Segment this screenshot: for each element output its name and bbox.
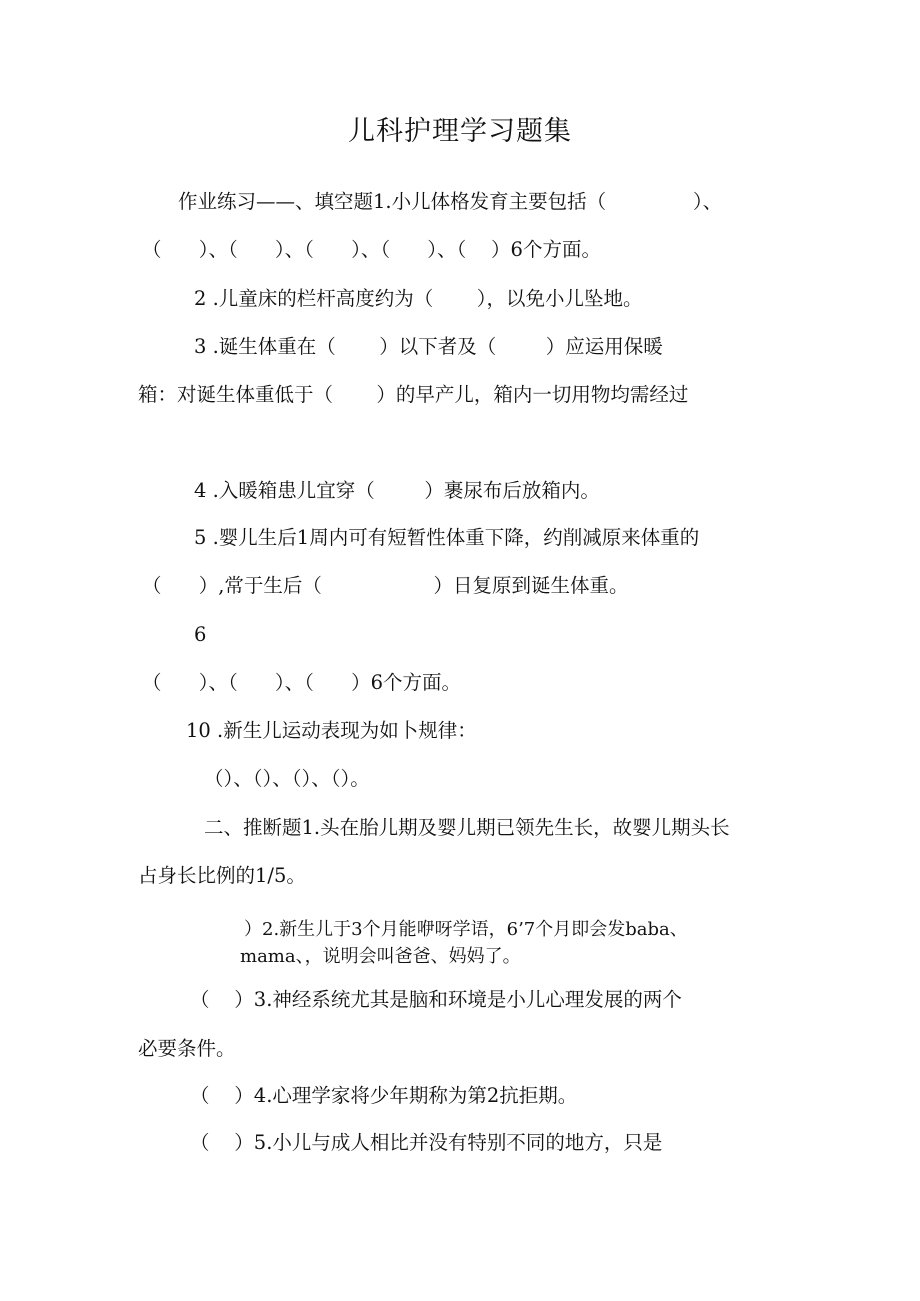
text-line: 2 .儿童床的栏杆高度约为（ ），以免小儿坠地。 — [194, 287, 643, 310]
text-line: 作业练习——、填空题1.小儿体格发育主要包括（ ）、 — [178, 190, 723, 213]
text-line: （ ）、（ ）、（ ）、（ ）、（ ）6个方面。 — [142, 238, 601, 261]
text-line: mama、，说明会叫爸爸、妈妈了。 — [240, 946, 521, 967]
text-line: （ ）4.心理学家将少年期称为第2抗拒期。 — [190, 1084, 578, 1107]
text-line: （ ）3.神经系统尤其是脑和环境是小儿心理发展的两个 — [190, 988, 682, 1011]
text-line: ）2.新生儿于3个月能咿呀学语，6’7个月即会发baba、 — [244, 919, 688, 940]
text-line: （）、（）、（）、（）。 — [204, 767, 370, 790]
text-line: （ ）5.小儿与成人相比并没有特别不同的地方，只是 — [190, 1131, 663, 1154]
text-line: （ ）,常于生后（ ）日复原到诞生体重。 — [142, 574, 629, 597]
text-line: 4 .入暖箱患儿宜穿（ ）裹尿布后放箱内。 — [194, 479, 600, 502]
text-line: 占身长比例的1/5。 — [138, 864, 306, 887]
text-line: 5 .婴儿生后1周内可有短暂性体重下降，约削减原来体重的 — [194, 526, 700, 549]
text-line: 6 — [194, 623, 207, 646]
text-line: 3 .诞生体重在（ ）以下者及（ ）应运用保暖 — [194, 335, 663, 358]
text-line: 箱：对诞生体重低于（ ）的早产儿，箱内一切用物均需经过 — [138, 383, 689, 406]
text-line: （ ）、（ ）、（ ）6个方面。 — [142, 671, 461, 694]
text-line: 必要条件。 — [138, 1037, 236, 1060]
document-title: 儿科护理学习题集 — [348, 116, 572, 147]
text-line: 二、推断题1.头在胎儿期及婴儿期已领先生长，故婴儿期头长 — [204, 816, 730, 839]
text-line: 10 .新生儿运动表现为如卜规律： — [186, 719, 477, 742]
